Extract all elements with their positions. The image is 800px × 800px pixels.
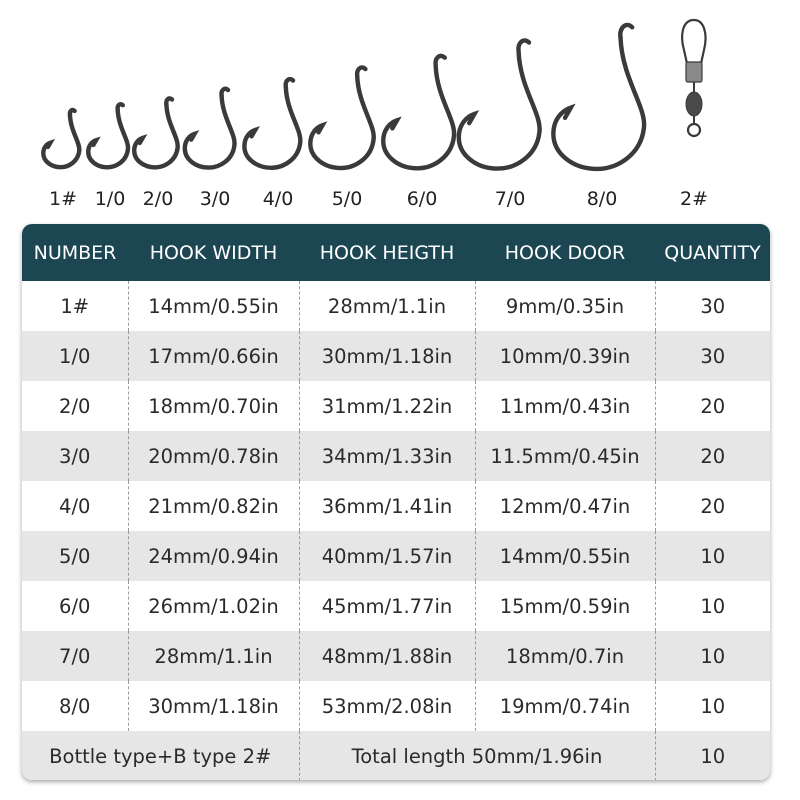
cell-number: 7/0: [59, 644, 91, 668]
cell-hook-height: 48mm/1.88in: [299, 631, 475, 681]
cell-hook-height: 53mm/2.08in: [299, 681, 475, 731]
hook-size-label: 6/0: [406, 188, 438, 210]
cell-hook-door: 10mm/0.39in: [475, 331, 655, 381]
cell-quantity: 10: [655, 531, 770, 581]
cell-quantity: 10: [655, 681, 770, 731]
cell-hook-door: 19mm/0.74in: [475, 681, 655, 731]
cell-number: 2/0: [59, 394, 91, 418]
footer-spec: Total length 50mm/1.96in: [299, 731, 655, 780]
hook-size-label: 2/0: [142, 188, 174, 210]
cell-number: 3/0: [59, 444, 91, 468]
table-row: [22, 381, 770, 431]
footer-item: Bottle type+B type 2#: [49, 744, 272, 768]
cell-number: 1/0: [59, 344, 91, 368]
footer-quantity: 10: [655, 731, 770, 780]
cell-hook-height: 30mm/1.18in: [299, 331, 475, 381]
table-header-row: [22, 224, 770, 281]
cell-hook-height: 36mm/1.41in: [299, 481, 475, 531]
cell-hook-width: 14mm/0.55in: [128, 281, 299, 331]
table-row: [22, 681, 770, 731]
table-row: [22, 481, 770, 531]
cell-hook-width: 17mm/0.66in: [128, 331, 299, 381]
cell-hook-width: 26mm/1.02in: [128, 581, 299, 631]
cell-number: 8/0: [59, 694, 91, 718]
header-number: NUMBER: [33, 241, 117, 264]
header-hook-width: HOOK WIDTH: [149, 241, 278, 264]
cell-hook-height: 28mm/1.1in: [299, 281, 475, 331]
hook-size-label: 7/0: [494, 188, 526, 210]
cell-quantity: 10: [655, 581, 770, 631]
circle-hook-icon: [185, 89, 235, 168]
cell-number: 4/0: [59, 494, 91, 518]
cell-quantity: 20: [655, 481, 770, 531]
table-row: [22, 331, 770, 381]
table-row: [22, 581, 770, 631]
hook-size-label: 8/0: [586, 188, 618, 210]
cell-hook-width: 24mm/0.94in: [128, 531, 299, 581]
cell-hook-width: 30mm/1.18in: [128, 681, 299, 731]
table-row: [22, 631, 770, 681]
hook-size-label: 5/0: [331, 188, 363, 210]
cell-hook-door: 11.5mm/0.45in: [475, 431, 655, 481]
cell-number: 1#: [60, 294, 90, 318]
header-quantity: QUANTITY: [664, 241, 761, 264]
cell-quantity: 20: [655, 381, 770, 431]
cell-hook-width: 20mm/0.78in: [128, 431, 299, 481]
cell-hook-height: 40mm/1.57in: [299, 531, 475, 581]
cell-number: 5/0: [59, 544, 91, 568]
size-chart-table: [22, 224, 770, 780]
hook-size-label: 1/0: [94, 188, 126, 210]
cell-quantity: 10: [655, 631, 770, 681]
circle-hook-icon: [459, 40, 540, 168]
hook-size-label: 4/0: [262, 188, 294, 210]
circle-hook-icon: [43, 110, 79, 167]
cell-hook-door: 11mm/0.43in: [475, 381, 655, 431]
cell-hook-door: 12mm/0.47in: [475, 481, 655, 531]
hooks-graphic: [0, 0, 800, 220]
cell-number: 6/0: [59, 594, 91, 618]
cell-quantity: 30: [655, 331, 770, 381]
circle-hook-icon: [553, 25, 644, 169]
circle-hook-icon: [383, 56, 454, 168]
cell-hook-height: 34mm/1.33in: [299, 431, 475, 481]
circle-hook-icon: [88, 104, 128, 167]
snap-swivel-icon: [682, 20, 705, 136]
table-row: [22, 281, 770, 331]
cell-quantity: 30: [655, 281, 770, 331]
cell-hook-height: 31mm/1.22in: [299, 381, 475, 431]
table-row: [22, 531, 770, 581]
circle-hook-icon: [134, 98, 178, 167]
hook-size-label: 1#: [48, 188, 78, 210]
header-hook-door: HOOK DOOR: [504, 241, 626, 264]
cell-hook-door: 14mm/0.55in: [475, 531, 655, 581]
cell-hook-width: 18mm/0.70in: [128, 381, 299, 431]
cell-quantity: 20: [655, 431, 770, 481]
hook-size-label: 3/0: [199, 188, 231, 210]
cell-hook-door: 15mm/0.59in: [475, 581, 655, 631]
cell-hook-door: 9mm/0.35in: [475, 281, 655, 331]
circle-hook-icon: [244, 79, 300, 168]
circle-hook-icon: [310, 67, 373, 168]
cell-hook-door: 18mm/0.7in: [475, 631, 655, 681]
table-row: [22, 431, 770, 481]
cell-hook-width: 28mm/1.1in: [128, 631, 299, 681]
hook-size-label: 2#: [679, 188, 709, 210]
cell-hook-width: 21mm/0.82in: [128, 481, 299, 531]
hook-illustration-row: [0, 0, 800, 220]
table-footer-row: [22, 731, 770, 780]
header-hook-height: HOOK HEIGTH: [319, 241, 455, 264]
cell-hook-height: 45mm/1.77in: [299, 581, 475, 631]
